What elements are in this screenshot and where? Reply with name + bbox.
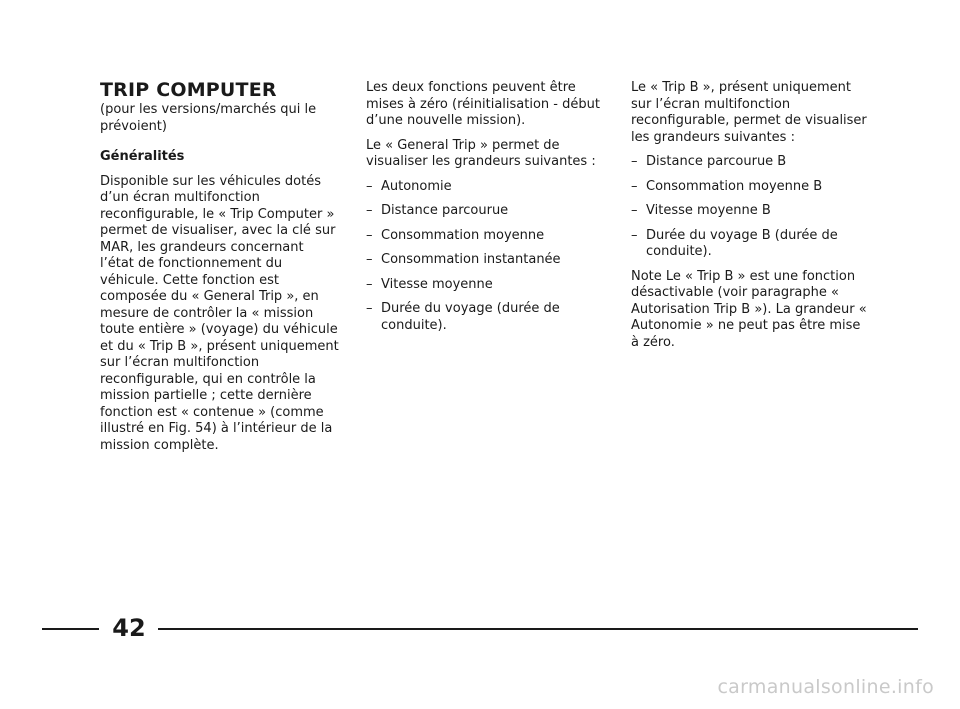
section-subtitle: (pour les versions/marchés qui le prévoient) xyxy=(100,102,317,134)
subsection-heading: Généralités xyxy=(100,149,185,164)
dash-bullet: – xyxy=(366,276,373,292)
list-item-text: Consommation moyenne B xyxy=(646,178,823,194)
dash-bullet: – xyxy=(366,227,373,243)
footer-rule-right xyxy=(158,628,918,630)
list-item xyxy=(631,203,871,220)
list-item xyxy=(366,179,606,196)
dash-bullet: – xyxy=(366,203,373,218)
list-item-text: Vitesse moyenne B xyxy=(646,203,771,218)
list-item-text: Consommation moyenne xyxy=(381,227,545,243)
section-title: TRIP COMPUTER xyxy=(100,79,277,101)
page-number: 42 xyxy=(112,614,146,642)
dash-bullet: – xyxy=(366,301,373,316)
list-item-text: Durée du voyage (durée de conduite). xyxy=(381,301,560,333)
dash-bullet: – xyxy=(631,154,638,169)
column-right xyxy=(631,80,871,359)
list-item xyxy=(631,179,871,196)
list-item xyxy=(366,301,606,334)
dash-bullet: – xyxy=(366,178,373,194)
footer-rule-left xyxy=(42,628,99,630)
column-left xyxy=(100,80,340,462)
dash-bullet: – xyxy=(631,178,638,194)
trip-b-lead: Le « Trip B », présent uniquement sur l’écran multifonction reconfigurable, permet de visualiser les grandeurs suivantes : xyxy=(631,80,867,145)
watermark: carmanualsonline.info xyxy=(717,676,934,698)
dash-bullet: – xyxy=(631,227,638,243)
list-item xyxy=(631,154,871,171)
column-middle xyxy=(366,80,606,342)
list-item xyxy=(366,252,606,269)
list-item xyxy=(631,228,871,261)
reset-paragraph: Les deux fonctions peuvent être mises à zéro (réinitialisation - début d’une nouvelle mission). xyxy=(366,80,600,128)
list-item-text: Distance parcourue B xyxy=(646,154,787,169)
general-trip-lead: Le « General Trip » permet de visualiser les grandeurs suivantes : xyxy=(366,137,596,169)
list-item-text: Distance parcourue xyxy=(381,203,509,218)
list-item-text: Durée du voyage B (durée de conduite). xyxy=(646,227,838,259)
dash-bullet: – xyxy=(631,203,638,218)
note-paragraph: Note Le « Trip B » est une fonction désactivable (voir paragraphe « Autorisation Trip B »). La grandeur « Autonomie » ne peut pas être mise à zéro. xyxy=(631,268,867,350)
list-item-text: Vitesse moyenne xyxy=(381,276,493,292)
list-item xyxy=(366,228,606,245)
dash-bullet: – xyxy=(366,252,373,267)
list-item-text: Autonomie xyxy=(381,178,452,194)
body-paragraph: Disponible sur les véhicules dotés d’un écran multifonction reconfigurable, le « Trip Computer » permet de visualiser, avec la clé sur MAR, les grandeurs concernant l’état de fonctionnement du véhicule. Cette fonction est composée du « General Trip », en mesure de contrôler la « mission toute entière » (voyage) du véhicule et du « Trip B », présent uniquement sur l’écran multifonction reconfigurable, qui en contrôle la mission partielle ; cette dernière fonction est « contenue » (comme illustré en Fig. 54) à l’intérieur de la mission complète. xyxy=(100,173,339,453)
list-item xyxy=(366,277,606,294)
list-item-text: Consommation instantanée xyxy=(381,252,561,267)
list-item xyxy=(366,203,606,220)
